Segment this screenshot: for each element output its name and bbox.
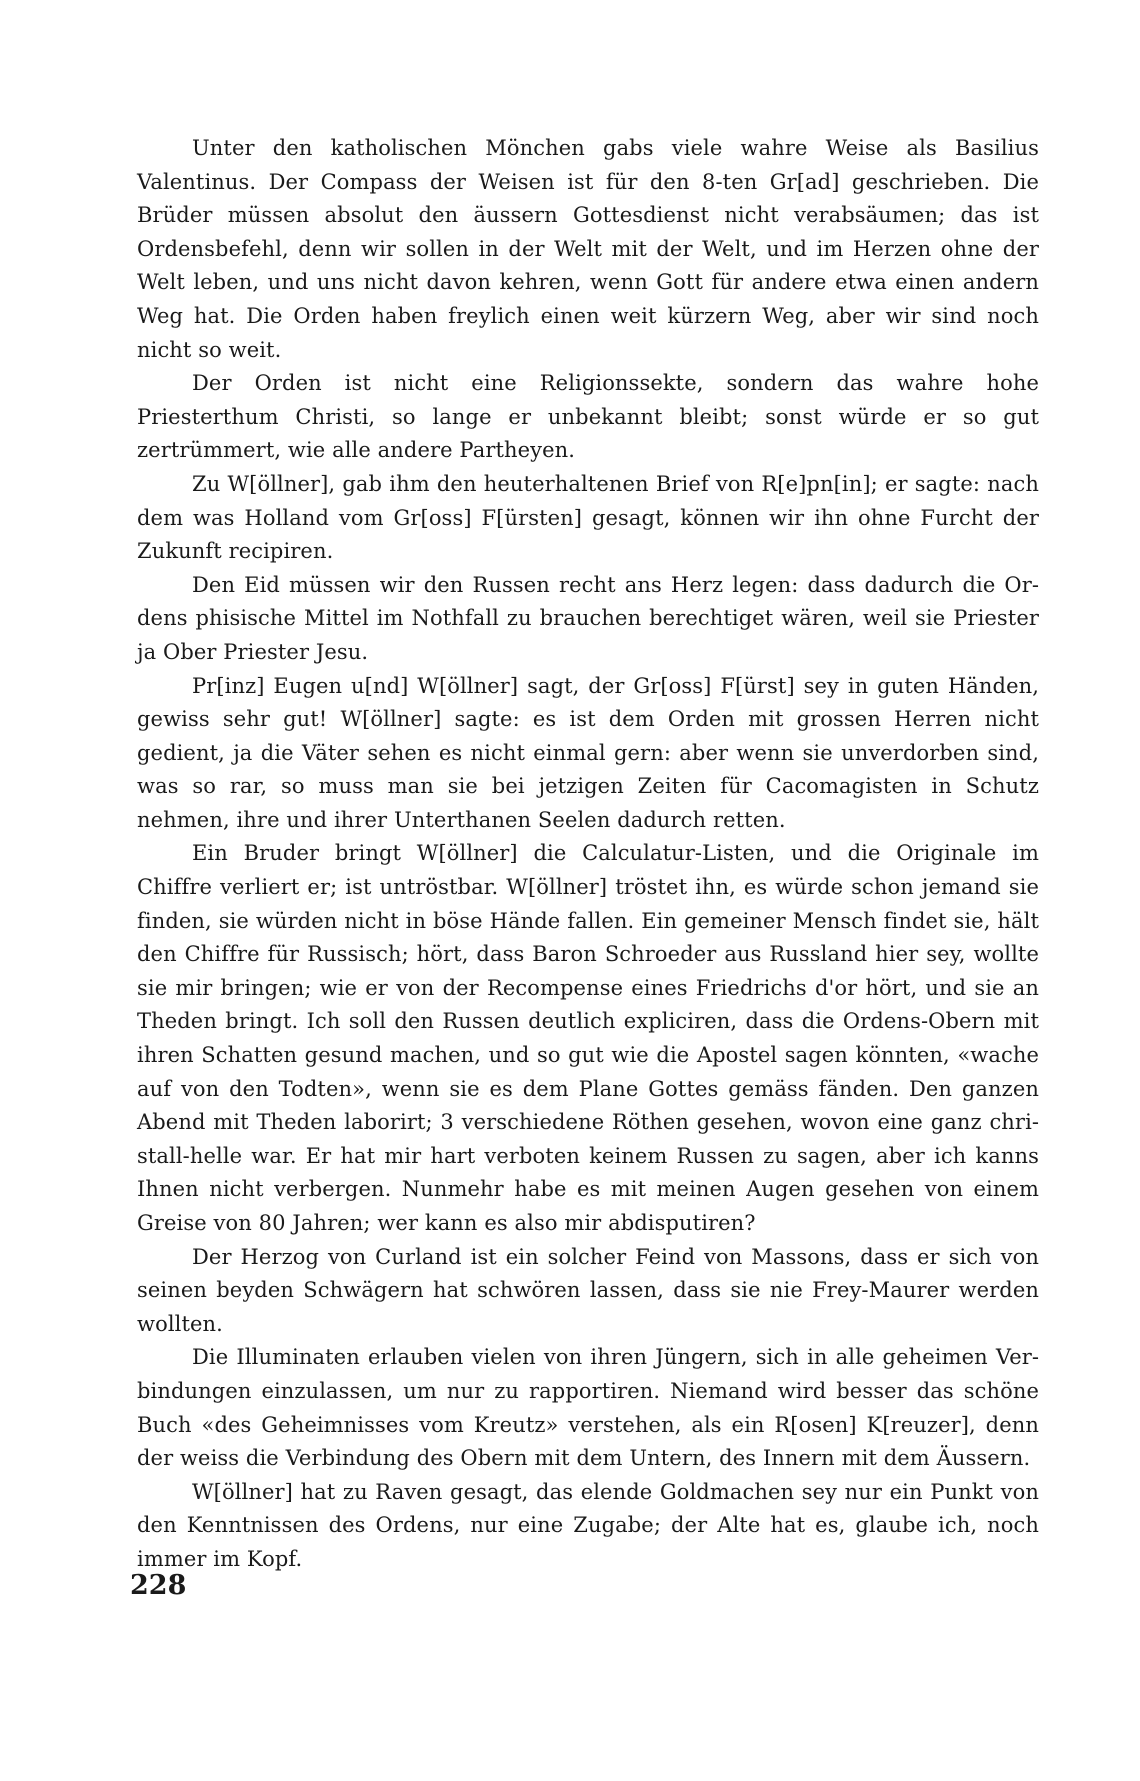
paragraph-8: Die Illuminaten erlauben vielen von ihren Jüngern, sich in alle geheimen Verbindungen einzulassen, um nur zu rapportiren. Niemand wird besser das schöne Buch «des Geheimnisses vom Kreutz» verstehen, als ein R[osen] K[reuzer], denn der weiss die Verbindung des Obern mit dem Untern, des Innern mit dem Äussern. [137,1345,1039,1471]
page-body [137,132,1039,1577]
paragraph-6: Ein Bruder bringt W[öllner] die Calculatur-Listen, und die Originale im Chiffre verliert er; ist untröstbar. W[öllner] tröstet ihn, es würde schon jemand sie finden, sie würden nicht in böse Hände fallen. Ein gemeiner Mensch findet sie, hält den Chiffre für Russisch; hört, dass Baron Schroeder aus Russland hier sey, wollte sie mir bringen; wie er von der Recompense eines Friedrichs d'or hört, und sie an Theden bringt. Ich soll den Russen deutlich expliciren, dass die Ordens-Obern mit ihren Schatten gesund machen, und so gut wie die Apostel sagen könnten, «wache auf von den Todten», wenn sie es dem Plane Gottes gemäss fänden. Den ganzen Abend mit Theden laborirt; 3 verschiedene Röthen gesehen, wovon eine ganz christall-helle war. Er hat mir hart verboten keinem Russen zu sagen, aber ich kanns Ihnen nicht verbergen. Nunmehr habe es mit meinen Augen gesehen von einem Greise von 80 Jahren; wer kann es also mir abdisputiren? [137,841,1039,1235]
paragraph-1: Unter den katholischen Mönchen gabs viele wahre Weise als Basilius Valentinus. Der Compass der Weisen ist für den 8-ten Gr[ad] geschrieben. Die Brüder müssen absolut den äussern Gottesdienst nicht verabsäumen; das ist Ordensbefehl, denn wir sollen in der Welt mit der Welt, und im Herzen ohne der Welt leben, und uns nicht davon kehren, wenn Gott für andere etwa einen andern Weg hat. Die Orden haben freylich einen weit kürzern Weg, aber wir sind noch nicht so weit. [137,136,1039,362]
paragraph-2: Der Orden ist nicht eine Religionssekte, sondern das wahre hohe Priesterthum Christi, so lange er unbekannt bleibt; sonst würde er so gut zertrümmert, wie alle andere Partheyen. [137,371,1039,463]
page-number: 228 [130,1570,187,1601]
paragraph-9: W[öllner] hat zu Raven gesagt, das elende Goldmachen sey nur ein Punkt von den Kenntnissen des Ordens, nur eine Zugabe; der Alte hat es, glaube ich, noch immer im Kopf. [137,1479,1039,1571]
paragraph-3: Zu W[öllner], gab ihm den heuterhaltenen Brief von R[e]pn[in]; er sagte: nach dem was Holland vom Gr[oss] F[ürsten] gesagt, können wir ihn ohne Furcht der Zukunft recipiren. [137,471,1039,564]
paragraph-7: Der Herzog von Curland ist ein solcher Feind von Massons, dass er sich von seinen beyden Schwägern hat schwören lassen, dass sie nie Frey-Maurer werden wollten. [137,1244,1039,1336]
paragraph-4: Den Eid müssen wir den Russen recht ans Herz legen: dass dadurch die Ordens phisische Mittel im Nothfall zu brauchen berechtiget wären, weil sie Priester ja Ober Priester Jesu. [137,572,1039,664]
paragraph-5: Pr[inz] Eugen u[nd] W[öllner] sagt, der Gr[oss] F[ürst] sey in guten Händen, gewiss sehr gut! W[öllner] sagte: es ist dem Orden mit grossen Herren nicht gedient, ja die Väter sehen es nicht einmal gern: aber wenn sie unverdorben sind, was so rar, so muss man sie bei jetzigen Zeiten für Cacomagisten in Schutz nehmen, ihre und ihrer Unterthanen Seelen dadurch retten. [137,673,1039,832]
